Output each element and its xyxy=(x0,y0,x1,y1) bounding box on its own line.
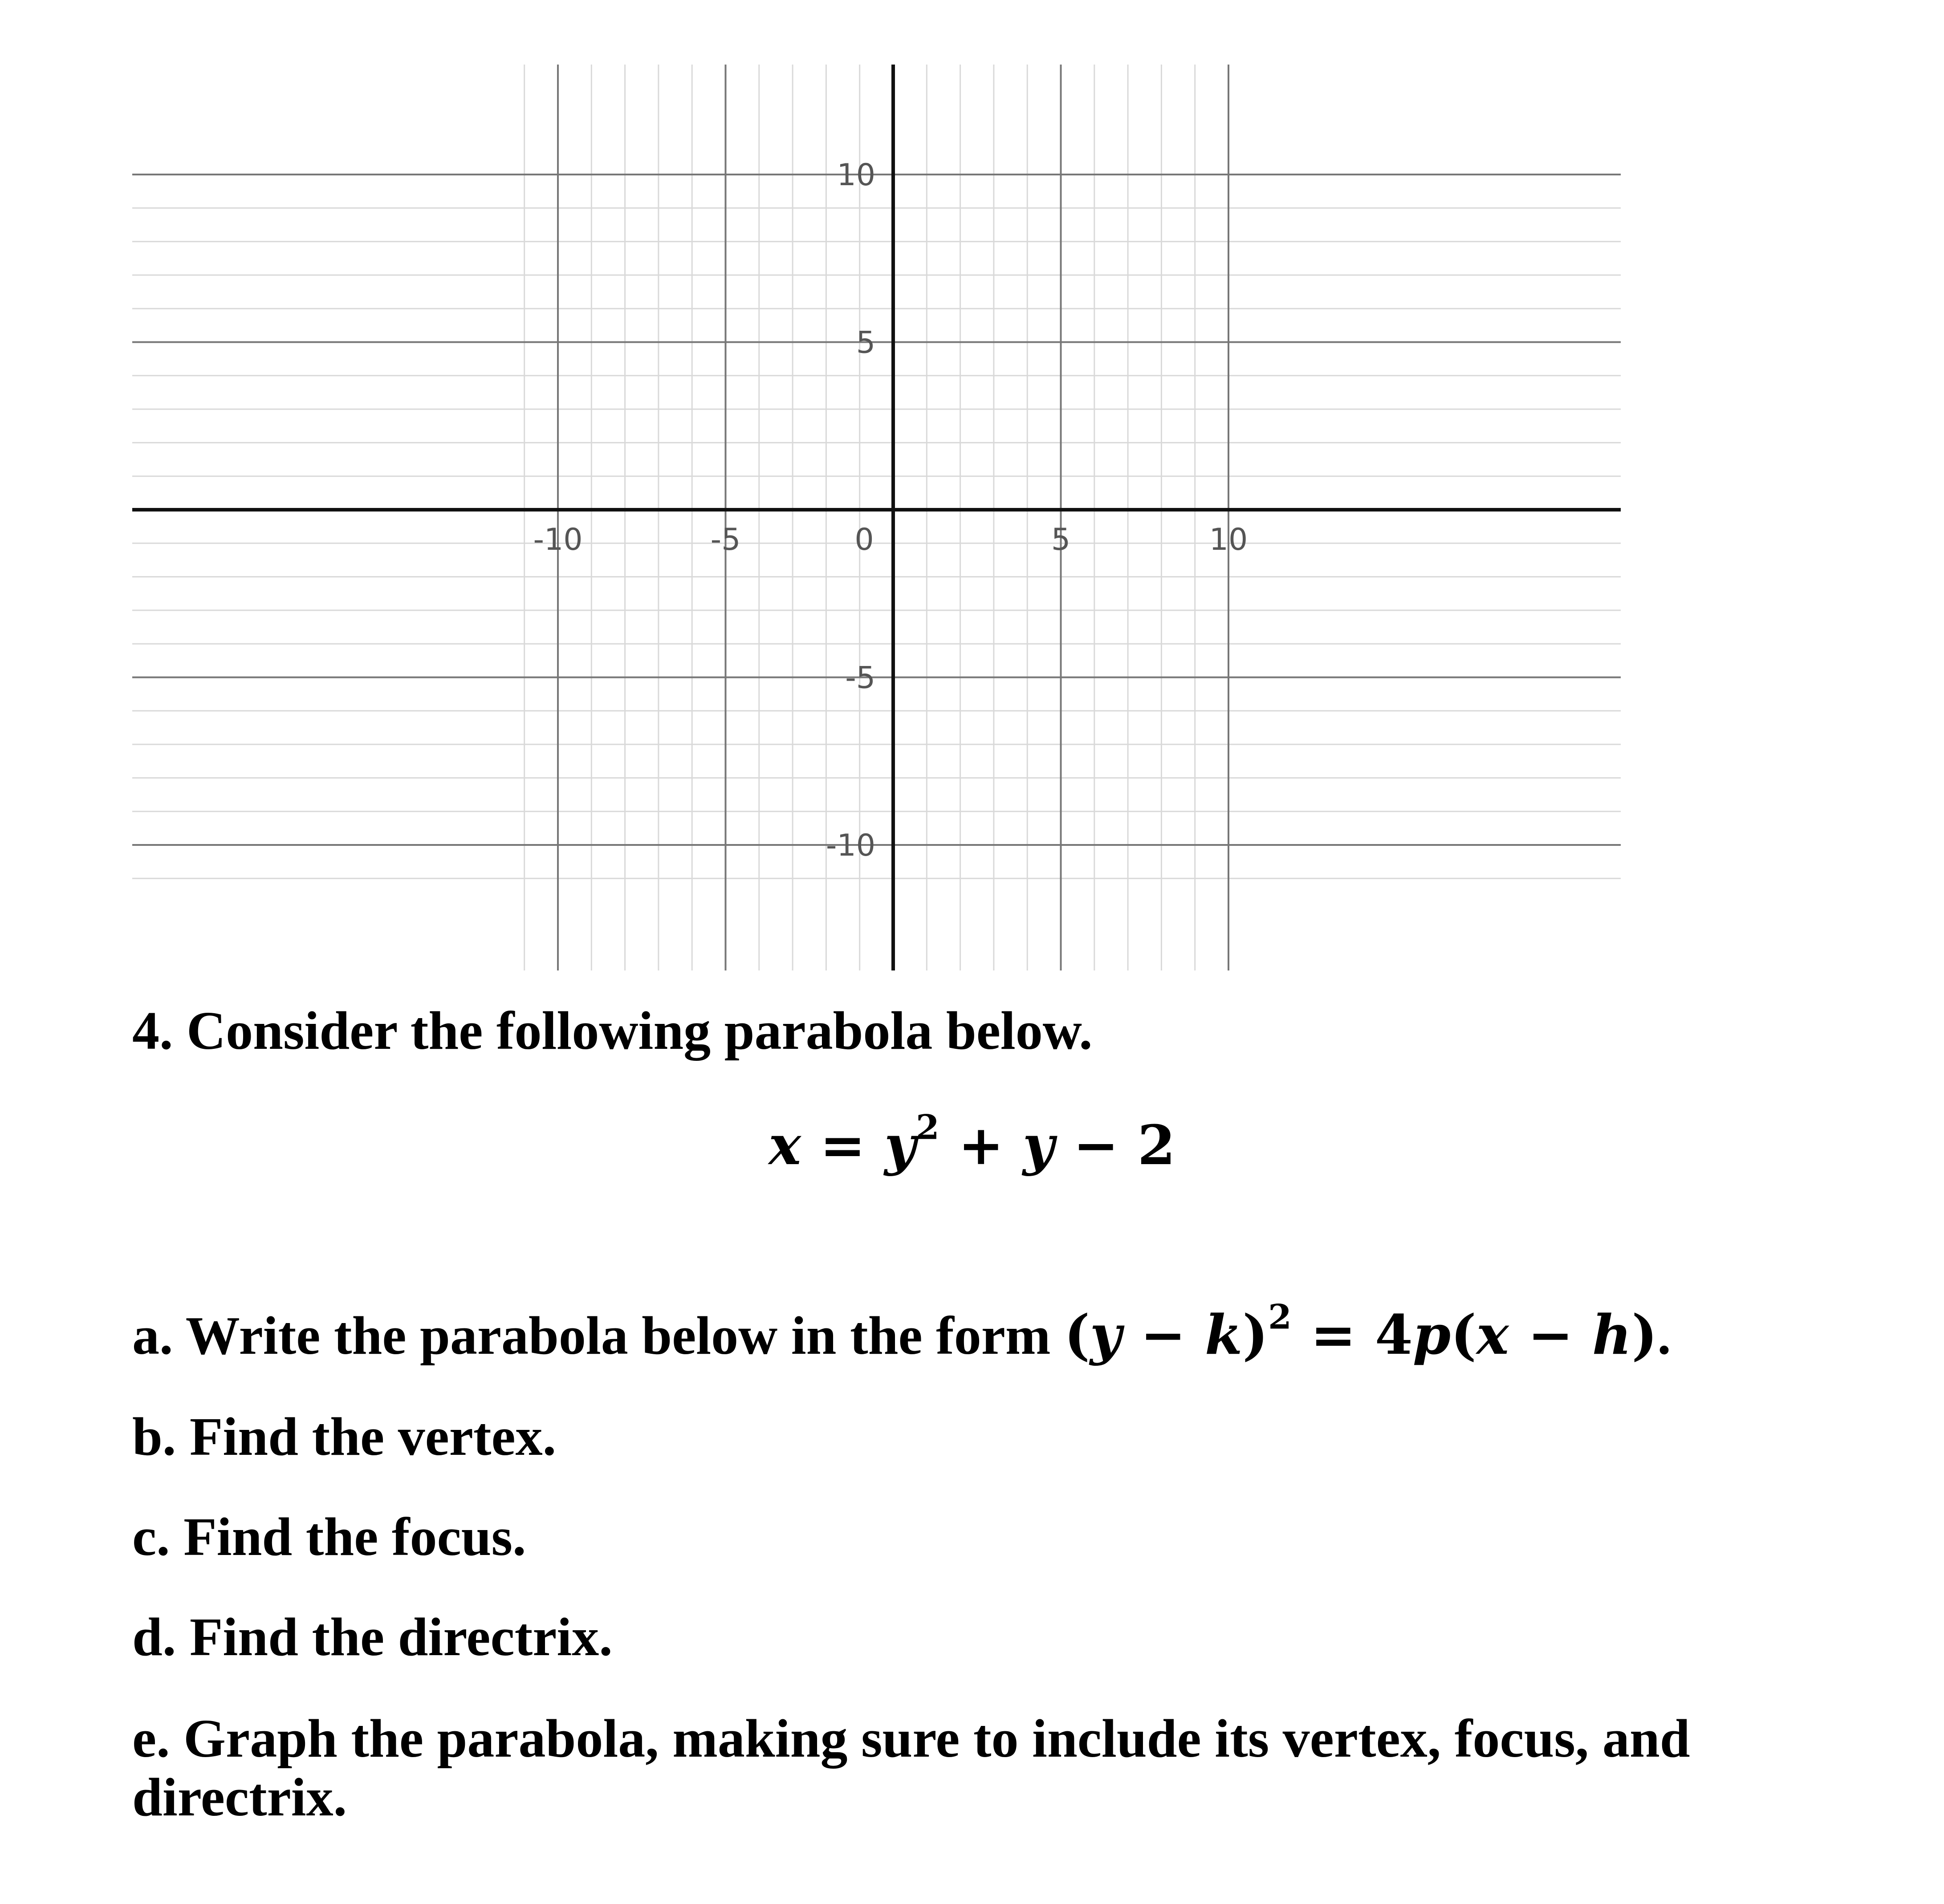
part-d: d. Find the directrix. xyxy=(132,1607,613,1667)
form-p: p xyxy=(1412,1303,1451,1367)
form-k: k xyxy=(1204,1303,1243,1367)
axes xyxy=(132,65,1621,970)
x-tick-label: -10 xyxy=(533,522,583,557)
form-x: x xyxy=(1476,1303,1509,1367)
eq-const: 2 xyxy=(1137,1113,1175,1177)
form-close-paren: ) xyxy=(1242,1303,1269,1367)
form-h: h xyxy=(1592,1303,1632,1367)
form-equals: = xyxy=(1291,1303,1375,1367)
eq-lhs: x xyxy=(769,1113,801,1177)
eq-exponent: 2 xyxy=(916,1107,939,1147)
question-title: 4. Consider the following parabola below. xyxy=(132,1001,1093,1061)
form-y: y xyxy=(1090,1303,1122,1367)
eq-y2: y xyxy=(1022,1113,1054,1177)
part-e: e. Graph the parabola, making sure to include its vertex, focus, and directrix. xyxy=(132,1709,1690,1827)
x-tick-label: 0 xyxy=(854,522,874,557)
y-tick-label: 5 xyxy=(856,325,875,361)
x-tick-label: -5 xyxy=(710,522,741,557)
y-tick-label: 10 xyxy=(837,158,875,193)
eq-equals: = xyxy=(801,1113,885,1177)
y-tick-label: -5 xyxy=(845,660,875,696)
eq-y1: y xyxy=(884,1113,916,1177)
vertex-form xyxy=(1064,1297,1658,1367)
form-exponent: 2 xyxy=(1268,1297,1292,1337)
form-open-paren: ( xyxy=(1064,1303,1090,1367)
part-a xyxy=(132,1297,1671,1367)
eq-minus: − xyxy=(1054,1113,1138,1177)
major-grid-lines xyxy=(132,65,1621,970)
parabola-equation xyxy=(0,1107,1944,1177)
part-a-text: a. Write the parabola below in the form xyxy=(132,1306,1065,1366)
y-tick-label: -10 xyxy=(826,828,875,863)
form-minus-1: − xyxy=(1121,1303,1205,1367)
part-c: c. Find the focus. xyxy=(132,1507,526,1567)
x-tick-label: 10 xyxy=(1209,522,1248,557)
form-open-paren-2: ( xyxy=(1451,1303,1476,1367)
form-period: . xyxy=(1657,1306,1671,1366)
form-close-paren-2: ) xyxy=(1631,1303,1658,1367)
form-four: 4 xyxy=(1375,1303,1413,1367)
x-tick-label: 5 xyxy=(1051,522,1071,557)
minor-grid-lines xyxy=(132,65,1621,970)
part-b: b. Find the vertex. xyxy=(132,1407,557,1467)
eq-plus: + xyxy=(939,1113,1023,1177)
form-minus-2: − xyxy=(1509,1303,1592,1367)
